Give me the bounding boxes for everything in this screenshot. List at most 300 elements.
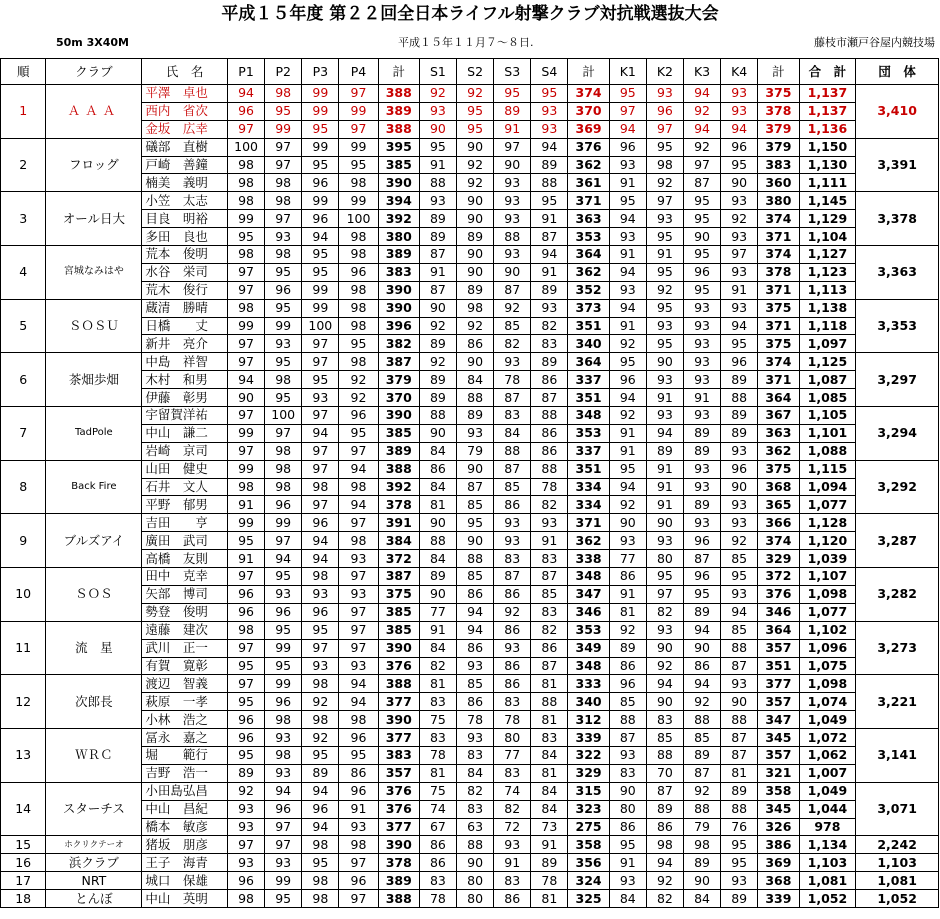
score-cell: 91 [419,263,456,281]
score-cell: 1,052 [799,890,856,908]
score-cell: 93 [227,854,264,872]
table-row [1,102,939,120]
rank-cell: 10 [1,585,46,603]
table-row [1,818,939,836]
rank-cell: 13 [1,746,46,764]
score-cell: 95 [609,460,646,478]
club-cell: ブルズアイ [46,532,142,550]
score-cell: 90 [646,353,683,371]
score-cell: 1,129 [799,210,856,228]
shooter-name: 吉田 亨 [142,514,228,532]
score-cell: 81 [531,764,568,782]
score-cell: 98 [265,478,302,496]
score-cell: 93 [683,478,720,496]
score-cell: 90 [646,693,683,711]
score-cell: 369 [568,120,609,138]
score-cell: 90 [457,192,494,210]
team-total-cell: 3,273 [856,639,939,657]
score-cell: 93 [531,514,568,532]
score-cell: 357 [758,746,799,764]
score-cell: 90 [683,639,720,657]
score-cell: 374 [758,246,799,264]
table-row [1,407,939,425]
score-cell: 97 [494,138,531,156]
score-cell: 93 [457,729,494,747]
score-cell: 88 [419,532,456,550]
score-cell: 96 [265,496,302,514]
score-cell: 83 [457,746,494,764]
score-cell: 394 [378,192,419,210]
score-cell: 95 [721,156,758,174]
score-cell: 94 [339,675,378,693]
score-cell: 89 [457,407,494,425]
score-cell: 370 [378,389,419,407]
score-cell: 97 [227,442,264,460]
club-cell [46,460,142,478]
table-row [1,603,939,621]
score-cell: 93 [265,335,302,353]
score-cell: 88 [721,389,758,407]
score-cell: 93 [339,585,378,603]
score-cell: 352 [568,281,609,299]
score-cell: 95 [339,335,378,353]
table-row [1,138,939,156]
score-cell: 95 [609,836,646,854]
score-cell: 74 [494,782,531,800]
rank-cell [1,729,46,747]
table-row [1,550,939,568]
table-row [1,478,939,496]
score-cell: 94 [302,532,339,550]
score-cell: 375 [758,335,799,353]
shooter-name: 水谷 栄司 [142,263,228,281]
score-cell: 97 [302,639,339,657]
score-cell: 97 [265,424,302,442]
shooter-name: 高橋 友則 [142,550,228,568]
score-cell: 85 [457,568,494,586]
score-cell: 78 [531,478,568,496]
club-cell [46,711,142,729]
score-cell: 378 [378,496,419,514]
club-cell [46,818,142,836]
score-cell: 96 [227,585,264,603]
score-cell: 92 [457,85,494,103]
score-cell: 94 [531,138,568,156]
shooter-name: 小田島弘昌 [142,782,228,800]
score-cell: 89 [531,353,568,371]
score-cell: 93 [683,317,720,335]
table-row [1,299,939,317]
score-cell: 1,097 [799,335,856,353]
column-header: 計 [758,59,799,85]
score-cell: 96 [302,514,339,532]
rank-cell: 14 [1,800,46,818]
score-cell: 96 [302,800,339,818]
score-cell: 79 [457,442,494,460]
score-cell: 390 [378,174,419,192]
score-cell: 358 [758,782,799,800]
shooter-name: 山田 健史 [142,460,228,478]
table-row [1,621,939,639]
score-cell: 63 [457,818,494,836]
score-cell: 348 [568,407,609,425]
shooter-name: 田中 克幸 [142,568,228,586]
score-cell: 91 [419,621,456,639]
score-cell: 99 [302,299,339,317]
score-cell: 388 [378,85,419,103]
score-cell: 89 [721,890,758,908]
team-total-cell: 3,410 [856,102,939,120]
score-cell: 88 [457,836,494,854]
table-row [1,854,939,872]
score-cell: 95 [646,138,683,156]
results-table [0,58,939,908]
club-cell [46,675,142,693]
score-cell: 94 [265,782,302,800]
score-cell: 329 [758,550,799,568]
score-cell: 95 [302,854,339,872]
score-cell: 93 [721,675,758,693]
score-cell: 93 [721,872,758,890]
score-cell: 94 [609,299,646,317]
score-cell: 97 [339,603,378,621]
score-cell: 99 [227,460,264,478]
score-cell: 92 [646,872,683,890]
score-cell: 370 [568,102,609,120]
score-cell: 94 [646,854,683,872]
table-row [1,353,939,371]
score-cell: 90 [457,353,494,371]
score-cell: 88 [531,174,568,192]
score-cell: 80 [457,890,494,908]
score-cell: 89 [302,764,339,782]
team-total-cell: 3,071 [856,800,939,818]
table-row [1,836,939,854]
score-cell: 82 [457,782,494,800]
score-cell: 379 [378,371,419,389]
score-cell: 372 [758,568,799,586]
column-header: K1 [609,59,646,85]
score-cell: 93 [646,371,683,389]
score-cell: 91 [609,585,646,603]
score-cell: 96 [339,872,378,890]
shooter-name: 猪坂 朋彦 [142,836,228,854]
score-cell: 92 [457,156,494,174]
table-row [1,657,939,675]
score-cell: 324 [568,872,609,890]
score-cell: 348 [568,657,609,675]
score-cell: 87 [457,478,494,496]
score-cell: 387 [378,353,419,371]
score-cell: 81 [531,675,568,693]
score-cell: 93 [683,335,720,353]
score-cell: 98 [265,192,302,210]
score-cell: 93 [265,854,302,872]
table-row [1,532,939,550]
score-cell: 94 [531,246,568,264]
score-cell: 88 [531,693,568,711]
score-cell: 98 [339,317,378,335]
score-cell: 92 [227,782,264,800]
column-header: S1 [419,59,456,85]
rank-cell: 2 [1,156,46,174]
score-cell: 93 [227,800,264,818]
score-cell: 93 [683,371,720,389]
table-row [1,568,939,586]
shooter-name: 木村 和男 [142,371,228,389]
score-cell: 1,088 [799,442,856,460]
score-cell: 93 [265,228,302,246]
score-cell: 1,044 [799,800,856,818]
score-cell: 90 [419,299,456,317]
team-total-cell: 1,052 [856,890,939,908]
score-cell: 91 [419,156,456,174]
shooter-name: 平野 郁男 [142,496,228,514]
score-cell: 93 [609,228,646,246]
score-cell: 389 [378,442,419,460]
score-cell: 321 [758,764,799,782]
score-cell: 93 [721,263,758,281]
score-cell: 77 [494,746,531,764]
score-cell: 95 [265,263,302,281]
club-cell [46,192,142,210]
score-cell: 94 [609,478,646,496]
shooter-name: 萩原 一孝 [142,693,228,711]
score-cell: 94 [302,228,339,246]
score-cell: 351 [568,317,609,335]
score-cell: 93 [646,210,683,228]
score-cell: 98 [302,836,339,854]
score-cell: 91 [646,478,683,496]
rank-cell [1,514,46,532]
shooter-name: 新井 亮介 [142,335,228,353]
score-cell: 94 [302,550,339,568]
score-cell: 97 [265,818,302,836]
score-cell: 95 [683,585,720,603]
score-cell: 92 [609,621,646,639]
rank-cell [1,711,46,729]
score-cell: 95 [531,192,568,210]
header-row [1,59,939,85]
score-cell: 95 [302,263,339,281]
score-cell: 374 [758,210,799,228]
score-cell: 94 [339,460,378,478]
score-cell: 1,104 [799,228,856,246]
score-cell: 93 [683,353,720,371]
score-cell: 390 [378,299,419,317]
column-header: 氏 名 [142,59,228,85]
score-cell: 93 [609,156,646,174]
score-cell: 84 [457,764,494,782]
score-cell: 92 [419,353,456,371]
score-cell: 98 [339,299,378,317]
team-total-cell [856,460,939,478]
score-cell: 89 [419,228,456,246]
score-cell: 93 [646,407,683,425]
score-cell: 88 [419,407,456,425]
score-cell: 98 [302,675,339,693]
club-cell: オール日大 [46,210,142,228]
score-cell: 98 [302,478,339,496]
score-cell: 368 [758,872,799,890]
score-cell: 390 [378,639,419,657]
score-cell: 95 [683,246,720,264]
score-cell: 89 [721,424,758,442]
score-cell: 364 [758,621,799,639]
score-cell: 93 [302,585,339,603]
score-cell: 377 [378,693,419,711]
score-cell: 89 [683,496,720,514]
rank-cell [1,299,46,317]
score-cell: 1,130 [799,156,856,174]
table-row [1,693,939,711]
results-body [1,85,939,908]
score-cell: 98 [265,371,302,389]
score-cell: 392 [378,210,419,228]
score-cell: 92 [609,407,646,425]
score-cell: 377 [378,729,419,747]
score-cell: 337 [568,442,609,460]
club-cell [46,729,142,747]
score-cell: 99 [227,317,264,335]
table-row [1,424,939,442]
score-cell: 96 [339,263,378,281]
club-cell: ホクリクテーオ [46,836,142,854]
team-total-cell [856,442,939,460]
score-cell: 371 [568,192,609,210]
score-cell: 95 [302,746,339,764]
score-cell: 100 [227,138,264,156]
table-row [1,335,939,353]
score-cell: 1,105 [799,407,856,425]
rank-cell [1,603,46,621]
score-cell: 89 [531,281,568,299]
table-row [1,210,939,228]
score-cell: 82 [531,621,568,639]
score-cell: 93 [683,460,720,478]
score-cell: 89 [683,442,720,460]
shooter-name: 冨永 嘉之 [142,729,228,747]
club-cell [46,442,142,460]
score-cell: 91 [646,246,683,264]
score-cell: 78 [494,371,531,389]
score-cell: 83 [646,711,683,729]
score-cell: 1,118 [799,317,856,335]
score-cell: 90 [646,639,683,657]
score-cell: 360 [758,174,799,192]
score-cell: 383 [378,746,419,764]
rank-cell [1,335,46,353]
shooter-name: 小笠 太志 [142,192,228,210]
score-cell: 84 [683,890,720,908]
score-cell: 95 [265,389,302,407]
score-cell: 99 [227,514,264,532]
score-cell: 95 [457,514,494,532]
shooter-name: 礒部 直樹 [142,138,228,156]
score-cell: 93 [265,764,302,782]
shooter-name: 中島 祥智 [142,353,228,371]
team-total-cell [856,657,939,675]
score-cell: 86 [419,854,456,872]
shooter-name: 荒本 俊明 [142,246,228,264]
team-total-cell [856,711,939,729]
score-cell: 87 [419,281,456,299]
column-header: K4 [721,59,758,85]
score-cell: 91 [609,174,646,192]
column-header: 計 [378,59,419,85]
score-cell: 99 [339,192,378,210]
score-cell: 97 [339,854,378,872]
score-cell: 91 [609,246,646,264]
score-cell: 371 [758,371,799,389]
rank-cell [1,246,46,264]
score-cell: 84 [531,746,568,764]
table-row [1,85,939,103]
score-cell: 95 [339,156,378,174]
score-cell: 87 [531,657,568,675]
rank-cell [1,675,46,693]
score-cell: 376 [378,800,419,818]
rank-cell: 8 [1,478,46,496]
score-cell: 95 [265,890,302,908]
score-cell: 380 [378,228,419,246]
shooter-name: 平澤 卓也 [142,85,228,103]
score-cell: 353 [568,621,609,639]
table-row [1,192,939,210]
score-cell: 94 [302,782,339,800]
score-cell: 98 [339,174,378,192]
score-cell: 98 [339,228,378,246]
score-cell: 84 [531,782,568,800]
score-cell: 374 [758,353,799,371]
score-cell: 93 [227,818,264,836]
score-cell: 362 [568,532,609,550]
club-cell: ＷＲＣ [46,746,142,764]
score-cell: 390 [378,281,419,299]
score-cell: 99 [302,102,339,120]
club-cell [46,407,142,425]
score-cell: 376 [378,657,419,675]
shooter-name: 廣田 武司 [142,532,228,550]
score-cell: 93 [419,192,456,210]
score-cell: 96 [721,460,758,478]
score-cell: 91 [531,836,568,854]
team-total-cell [856,603,939,621]
club-cell [46,514,142,532]
score-cell: 89 [457,281,494,299]
score-cell: 93 [339,818,378,836]
shooter-name: 金坂 広幸 [142,120,228,138]
score-cell: 99 [302,85,339,103]
score-cell: 86 [339,764,378,782]
team-total-cell [856,353,939,371]
score-cell: 97 [227,568,264,586]
score-cell: 90 [419,585,456,603]
team-total-cell [856,192,939,210]
score-cell: 93 [721,496,758,514]
score-cell: 95 [646,568,683,586]
score-cell: 97 [265,210,302,228]
score-cell: 88 [531,460,568,478]
table-row [1,711,939,729]
score-cell: 98 [227,174,264,192]
score-cell: 1,062 [799,746,856,764]
score-cell: 91 [646,389,683,407]
score-cell: 90 [683,872,720,890]
score-cell: 87 [683,550,720,568]
score-cell: 392 [378,478,419,496]
score-cell: 95 [531,85,568,103]
